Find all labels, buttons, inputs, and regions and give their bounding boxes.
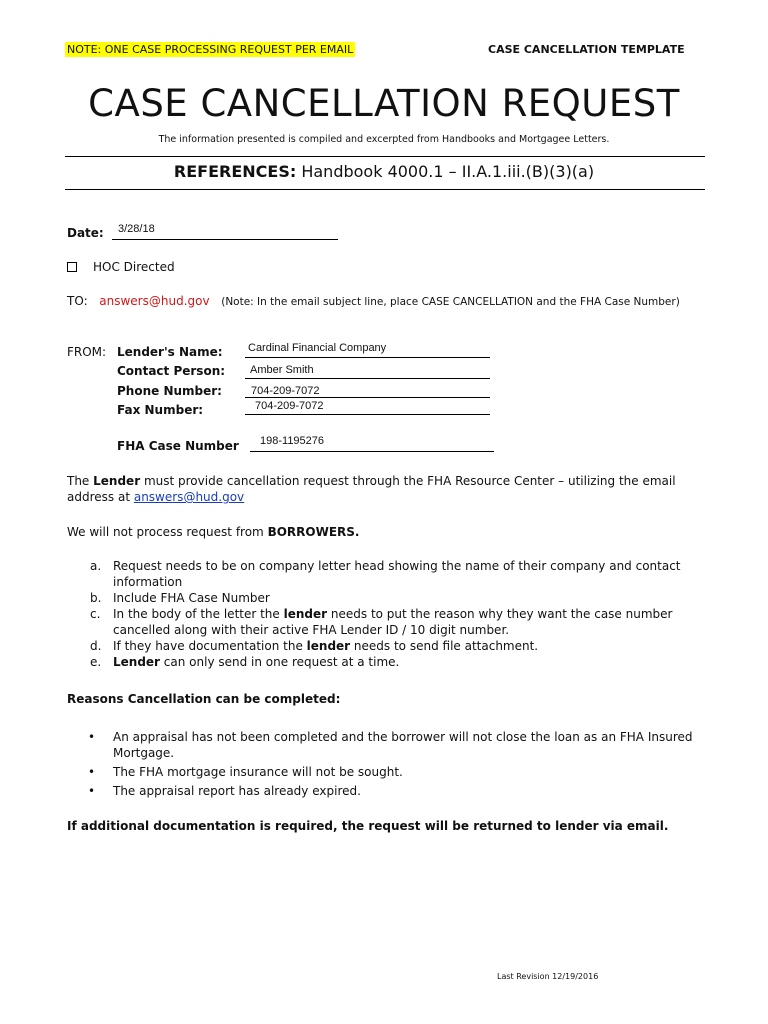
references-bottom-rule: [65, 189, 705, 190]
list-item: [90, 590, 690, 606]
phone-number-field[interactable]: [245, 382, 490, 398]
processing-note: NOTE: ONE CASE PROCESSING REQUEST PER EMAIL: [67, 43, 354, 56]
date-label: Date:: [67, 226, 104, 240]
list-item-text: [113, 638, 538, 654]
list-item-text: Include FHA Case Number: [113, 591, 270, 605]
list-item-pre: If they have documentation the: [113, 639, 307, 653]
lender-name-field[interactable]: [245, 342, 490, 358]
fha-case-number-value: 198-1195276: [260, 435, 325, 447]
references-label: REFERENCES:: [173, 162, 297, 181]
list-item-letter: c.: [90, 607, 101, 621]
lender-name-label: Lender's Name:: [117, 345, 223, 359]
reasons-list: [88, 729, 698, 799]
list-item-text: The FHA mortgage insurance will not be sought.: [113, 765, 403, 779]
list-item-letter: b.: [90, 591, 102, 605]
lender-para-email-link[interactable]: answers@hud.gov: [133, 490, 245, 504]
list-item-text: [113, 654, 399, 670]
fax-number-value: 704-209-7072: [255, 400, 324, 412]
to-note: (Note: In the email subject line, place CASE CANCELLATION and the FHA Case Number): [221, 296, 680, 308]
reasons-heading: Reasons Cancellation can be completed:: [67, 692, 341, 706]
references-top-rule: [65, 156, 705, 157]
list-item: [88, 783, 698, 799]
references-value: Handbook 4000.1 – II.A.1.iii.(B)(3)(a): [301, 162, 595, 181]
phone-number-value: 704-209-7072: [251, 385, 320, 397]
hoc-directed-checkbox[interactable]: [67, 262, 77, 272]
to-email-link[interactable]: answers@hud.gov: [99, 294, 210, 308]
list-item-bold: Lender: [113, 655, 160, 669]
lender-para-pre: The: [67, 474, 94, 488]
contact-person-value: Amber Smith: [250, 364, 314, 376]
phone-number-label: Phone Number:: [117, 384, 222, 398]
lender-name-value: Cardinal Financial Company: [248, 342, 387, 354]
fha-case-number-label: FHA Case Number: [117, 439, 239, 453]
date-field[interactable]: [112, 223, 338, 240]
list-item-post: needs to send file attachment.: [350, 639, 539, 653]
list-item-post: can only send in one request at a time.: [159, 655, 400, 669]
list-item-text: An appraisal has not been completed and the borrower will not close the loan as an FHA Insured Mortgage.: [113, 730, 693, 760]
list-item-text: The appraisal report has already expired.: [113, 784, 361, 798]
lender-para-text: must provide cancellation request through the FHA Resource Center – utilizing the email address at: [67, 474, 676, 504]
closing-statement: If additional documentation is required, the request will be returned to lender via email.: [67, 819, 669, 833]
list-item: [88, 729, 698, 761]
list-item-letter: a.: [90, 559, 102, 573]
bullet-icon: •: [88, 765, 96, 779]
bullet-icon: •: [88, 784, 96, 798]
list-item-pre: In the body of the letter the: [113, 607, 284, 621]
contact-person-field[interactable]: [245, 363, 490, 379]
borrowers-line: [67, 524, 359, 540]
from-label: FROM:: [67, 345, 107, 359]
bullet-icon: •: [88, 730, 96, 744]
list-item-post: needs to put the reason why they want the case number cancelled along with their active FHA Lender ID / 10 digit number.: [113, 607, 673, 637]
contact-person-label: Contact Person:: [117, 364, 226, 378]
borrowers-bold: BORROWERS.: [267, 525, 360, 539]
list-item-letter: e.: [90, 655, 102, 669]
fax-number-field[interactable]: [245, 399, 490, 415]
fha-case-number-field[interactable]: [250, 435, 494, 452]
list-item: [90, 606, 690, 638]
template-label: CASE CANCELLATION TEMPLATE: [488, 43, 685, 56]
list-item: [90, 558, 690, 590]
date-value: 3/28/18: [118, 223, 155, 235]
lender-para-bold: Lender: [93, 474, 141, 488]
borrowers-text: We will not process request from: [67, 525, 268, 539]
to-label: TO:: [67, 294, 88, 308]
list-item-bold: lender: [283, 607, 328, 621]
list-item: [88, 764, 698, 780]
list-item-bold: lender: [306, 639, 351, 653]
hoc-directed-label: HOC Directed: [93, 260, 175, 274]
references-line: [0, 162, 768, 181]
list-item: [90, 638, 690, 654]
last-revision: Last Revision 12/19/2016: [497, 972, 599, 981]
list-item-text: Request needs to be on company letter head showing the name of their company and contact information: [113, 559, 681, 589]
list-item-text: [113, 606, 690, 638]
lender-instructions-paragraph: [67, 473, 677, 505]
to-line: [67, 294, 680, 308]
page-subtitle: The information presented is compiled and excerpted from Handbooks and Mortgagee Letters.: [158, 134, 610, 145]
list-item: [90, 654, 690, 670]
page-title: CASE CANCELLATION REQUEST: [88, 82, 680, 125]
requirements-list: [90, 558, 690, 670]
fax-number-label: Fax Number:: [117, 403, 204, 417]
list-item-letter: d.: [90, 639, 102, 653]
